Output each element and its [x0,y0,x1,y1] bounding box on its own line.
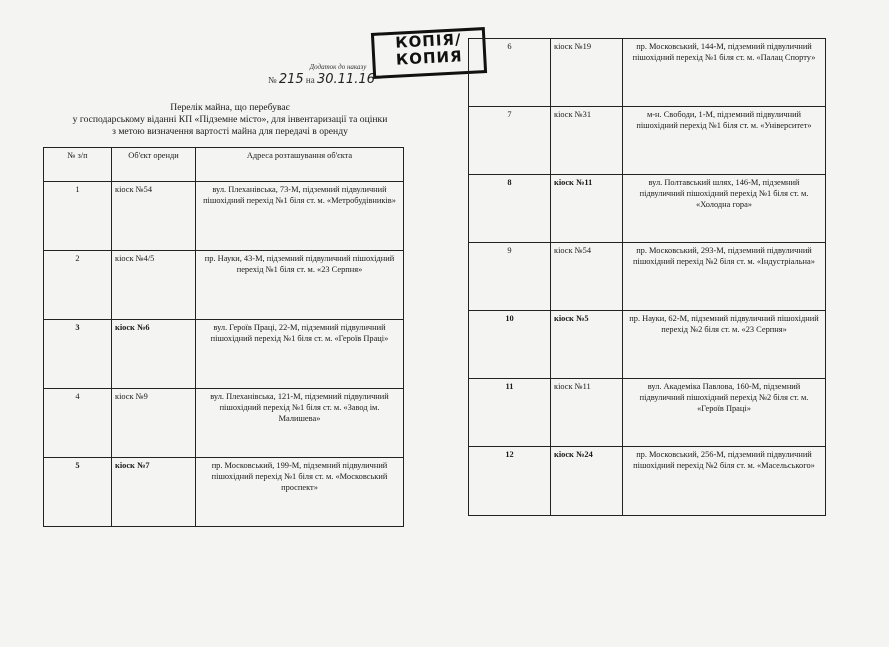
heading-line-2: у господарському віданні КП «Підземне місто», для інвентаризації та оцінки [72,114,388,125]
row-address: вул. Полтавський шлях, 146-М, підземний підвуличний пішохідний перехід №1 біля ст. м. «Холодна гора» [623,175,826,243]
table-row [44,389,404,458]
row-num: 11 [469,379,551,447]
table-row [469,311,826,379]
heading-line-1: Перелік майна, що перебуває [170,102,290,113]
property-table-right [468,38,826,516]
row-num: 10 [469,311,551,379]
table-row [469,243,826,311]
table-row [469,107,826,175]
annex-number: 215 [278,71,304,87]
header-num: № з/п [44,148,112,182]
heading-line-3: з метою визначення вартості майна для передачі в оренду [112,126,348,137]
row-num: 7 [469,107,551,175]
row-object: кіоск №24 [551,447,623,516]
row-object: кіоск №54 [112,182,196,251]
annex-number-prefix: № [268,74,277,85]
document-heading [40,102,420,138]
row-num: 4 [44,389,112,458]
stamp-line-2: КОПИЯ [395,47,464,69]
annex-date-prefix: на [305,74,315,85]
row-num: 8 [469,175,551,243]
row-object: кіоск №11 [551,175,623,243]
table-row [44,320,404,389]
table-row [44,182,404,251]
property-table-left [43,147,404,527]
row-object: кіоск №54 [551,243,623,311]
table-header-row [44,148,404,182]
row-num: 3 [44,320,112,389]
table-row [44,458,404,527]
table-row [44,251,404,320]
row-num: 5 [44,458,112,527]
table-row [469,175,826,243]
row-object: кіоск №19 [551,39,623,107]
row-object: кіоск №11 [551,379,623,447]
table-row [469,447,826,516]
row-address: вул. Героїв Праці, 22-М, підземний підвуличний пішохідний перехід №1 біля ст. м. «Героїв Праці» [196,320,404,389]
row-address: вул. Академіка Павлова, 160-М, підземний підвуличний пішохідний перехід №2 біля ст. м. «Героїв Праці» [623,379,826,447]
row-num: 12 [469,447,551,516]
stamp-line-1: КОПІЯ/ [394,30,462,52]
row-object: кіоск №9 [112,389,196,458]
row-address: вул. Плеханівська, 121-М, підземний підвуличний пішохідний перехід №1 біля ст. м. «Завод ім. Малишева» [196,389,404,458]
row-address: пр. Московський, 256-М, підземний підвуличний пішохідний перехід №2 біля ст. м. «Масельського» [623,447,826,516]
row-object: кіоск №31 [551,107,623,175]
row-address: пр. Московський, 293-М, підземний підвуличний пішохідний перехід №2 біля ст. м. «Індустріальна» [623,243,826,311]
row-num: 9 [469,243,551,311]
row-address: пр. Московський, 144-М, підземний підвуличний пішохідний перехід №1 біля ст. м. «Палац Спорту» [623,39,826,107]
row-address: м-н. Свободи, 1-М, підземний підвуличний пішохідний перехід №1 біля ст. м. «Університет» [623,107,826,175]
row-address: вул. Плеханівська, 73-М, підземний підвуличний пішохідний перехід №1 біля ст. м. «Метробудівників» [196,182,404,251]
row-object: кіоск №6 [112,320,196,389]
row-address: пр. Московський, 199-М, підземний підвуличний пішохідний перехід №1 біля ст. м. «Московський проспект» [196,458,404,527]
row-num: 6 [469,39,551,107]
annex-date: 30.11.16 [316,71,375,87]
row-num: 1 [44,182,112,251]
annex-title: Додаток до наказу [309,63,367,71]
header-object: Об'єкт оренди [112,148,196,182]
row-object: кіоск №4/5 [112,251,196,320]
row-object: кіоск №7 [112,458,196,527]
row-num: 2 [44,251,112,320]
header-address: Адреса розташування об'єкта [196,148,404,182]
row-address: пр. Науки, 43-М, підземний підвуличний пішохідний перехід №1 біля ст. м. «23 Серпня» [196,251,404,320]
table-row [469,379,826,447]
table-row [469,39,826,107]
row-address: пр. Науки, 62-М, підземний підвуличний пішохідний перехід №2 біля ст. м. «23 Серпня» [623,311,826,379]
row-object: кіоск №5 [551,311,623,379]
